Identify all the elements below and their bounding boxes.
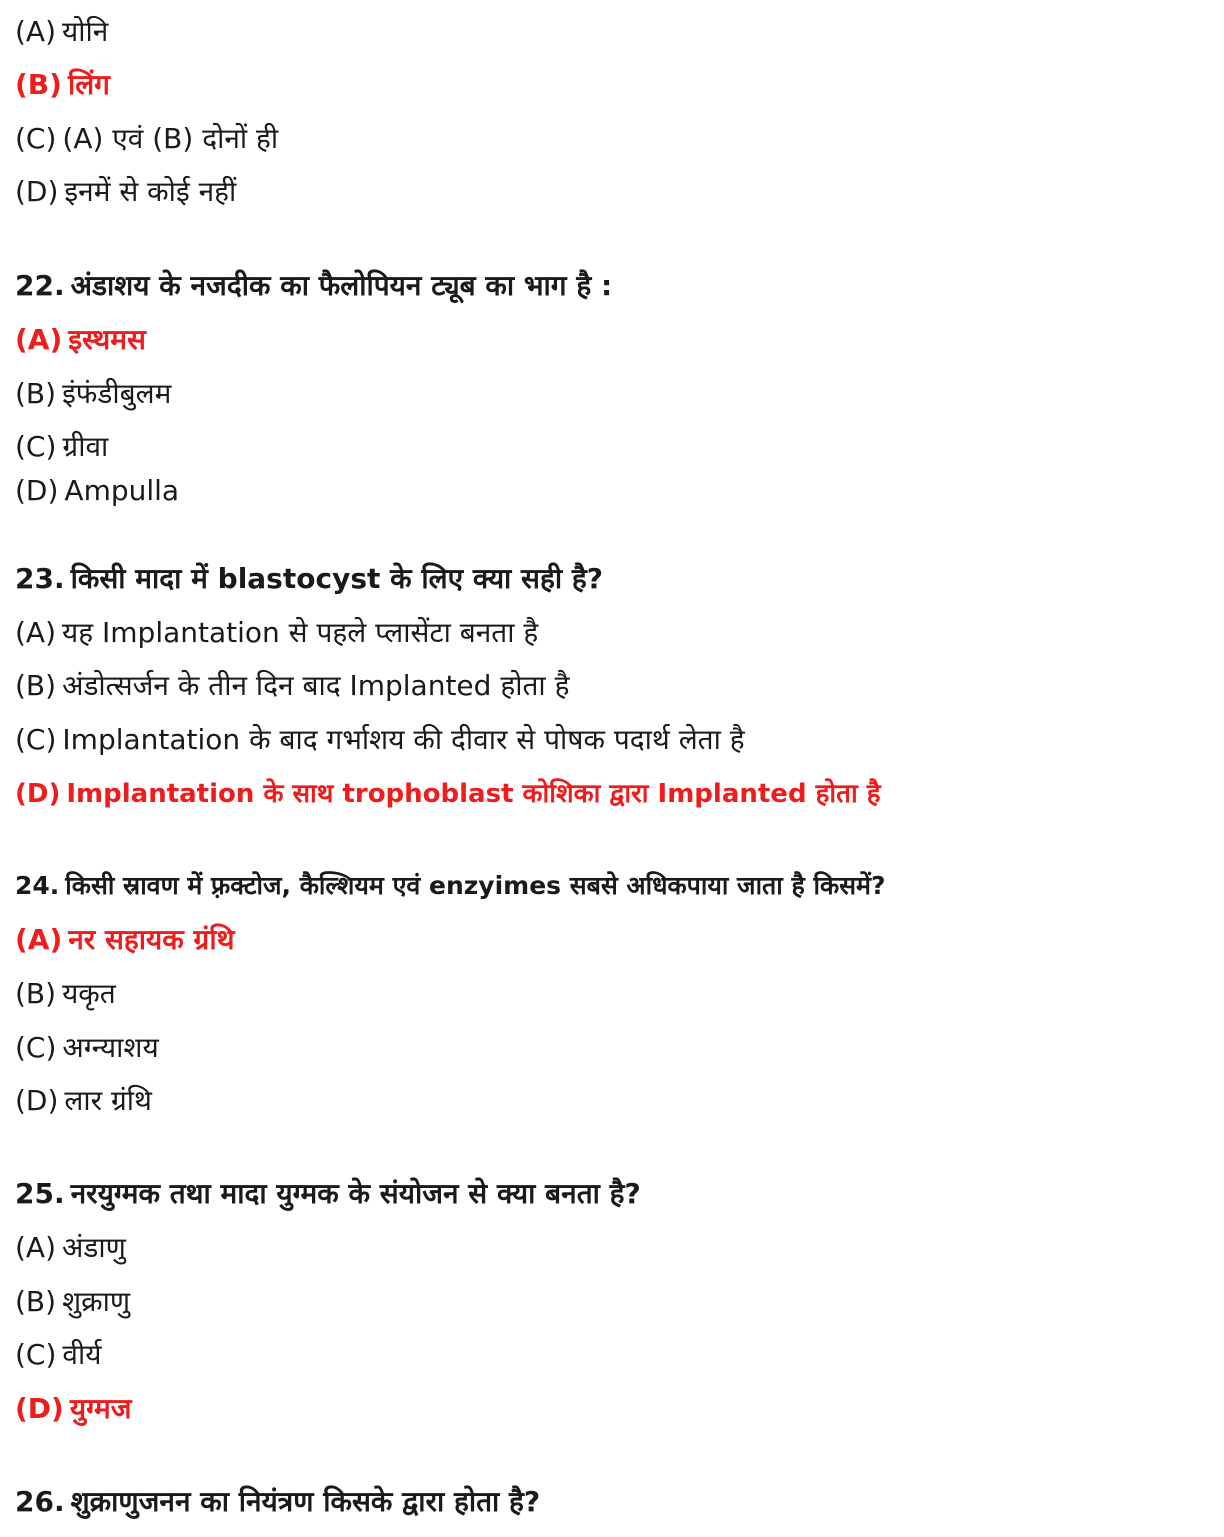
correct-option-line <box>15 920 234 960</box>
question-text: अंडाशय के नजदीक का फैलोपियन ट्यूब का भाग है : <box>70 269 613 302</box>
option-letter: (C) <box>15 430 57 463</box>
option-line <box>15 1335 101 1375</box>
question-24-title <box>15 866 886 906</box>
option-text: युग्मज <box>69 1392 132 1425</box>
option-letter: (A) <box>15 923 63 956</box>
question-number: 22. <box>15 269 65 302</box>
option-line <box>15 427 108 467</box>
option-letter: (B) <box>15 1285 57 1318</box>
option-line <box>15 974 116 1014</box>
option-text: Implantation के साथ trophoblast कोशिका द्वारा Implanted होता है <box>66 779 881 809</box>
option-text: यकृत <box>62 977 116 1010</box>
question-number: 25. <box>15 1177 65 1210</box>
question-number: 23. <box>15 562 65 595</box>
option-letter: (A) <box>15 1231 57 1264</box>
option-text: वीर्य <box>62 1338 102 1371</box>
option-letter: (A) <box>15 15 57 48</box>
option-line <box>15 1282 130 1322</box>
question-text: किसी स्रावण में फ़्रक्टोज, कैल्शियम एवं enzyimes सबसे अधिकपाया जाता है किसमें? <box>65 871 886 900</box>
option-letter: (C) <box>15 122 57 155</box>
question-25-title <box>15 1174 641 1214</box>
option-letter: (B) <box>15 68 62 101</box>
option-letter: (A) <box>15 323 63 356</box>
option-line <box>15 613 538 653</box>
correct-option-line <box>15 774 881 814</box>
option-line <box>15 1028 159 1068</box>
correct-option-line <box>15 65 110 105</box>
option-text: योनि <box>62 15 109 48</box>
option-letter: (B) <box>15 977 57 1010</box>
option-text: लार ग्रंथि <box>64 1084 152 1117</box>
option-line <box>15 1228 126 1268</box>
quiz-page <box>15 0 1215 1537</box>
option-text: अंडाणु <box>62 1231 126 1264</box>
option-letter: (C) <box>15 1338 57 1371</box>
option-text: नर सहायक ग्रंथि <box>68 923 235 956</box>
option-text: Ampulla <box>64 474 180 507</box>
option-text: (A) एवं (B) दोनों ही <box>62 122 279 155</box>
option-text: ग्रीवा <box>62 430 109 463</box>
option-line <box>15 119 278 159</box>
question-number: 24. <box>15 871 60 900</box>
option-letter: (A) <box>15 616 57 649</box>
option-letter: (D) <box>15 1392 64 1425</box>
correct-option-line <box>15 320 146 360</box>
option-letter: (C) <box>15 723 57 756</box>
question-26-title <box>15 1482 540 1522</box>
option-letter: (D) <box>15 175 59 208</box>
option-line <box>15 666 569 706</box>
option-letter: (B) <box>15 669 57 702</box>
question-text: किसी मादा में blastocyst के लिए क्या सही है? <box>70 562 603 595</box>
option-text: अंडोत्सर्जन के तीन दिन बाद Implanted होता है <box>62 669 570 702</box>
option-letter: (C) <box>15 1031 57 1064</box>
option-line <box>15 374 171 414</box>
option-text: इस्थमस <box>68 323 146 356</box>
option-text: इनमें से कोई नहीं <box>64 175 237 208</box>
option-letter: (D) <box>15 474 59 507</box>
option-letter: (D) <box>15 1084 59 1117</box>
question-text: नरयुग्मक तथा मादा युग्मक के संयोजन से क्या बनता है? <box>70 1177 641 1210</box>
option-text: अग्न्याशय <box>62 1031 159 1064</box>
option-line <box>15 12 108 52</box>
question-22-title <box>15 266 612 306</box>
question-number: 26. <box>15 1485 65 1518</box>
question-23-title <box>15 559 603 599</box>
option-letter: (B) <box>15 377 57 410</box>
option-text: Implantation के बाद गर्भाशय की दीवार से पोषक पदार्थ लेता है <box>62 723 745 756</box>
option-line <box>15 172 236 212</box>
option-text: यह Implantation से पहले प्लासेंटा बनता है <box>62 616 539 649</box>
option-line <box>15 471 179 511</box>
option-letter: (D) <box>15 779 61 809</box>
option-text: इंफंडीबुलम <box>62 377 172 410</box>
option-text: शुक्राणु <box>62 1285 131 1318</box>
option-line <box>15 1081 152 1121</box>
correct-option-line <box>15 1389 131 1429</box>
option-text: लिंग <box>67 68 110 101</box>
question-text: शुक्राणुजनन का नियंत्रण किसके द्वारा होता है? <box>70 1485 541 1518</box>
option-line <box>15 720 745 760</box>
